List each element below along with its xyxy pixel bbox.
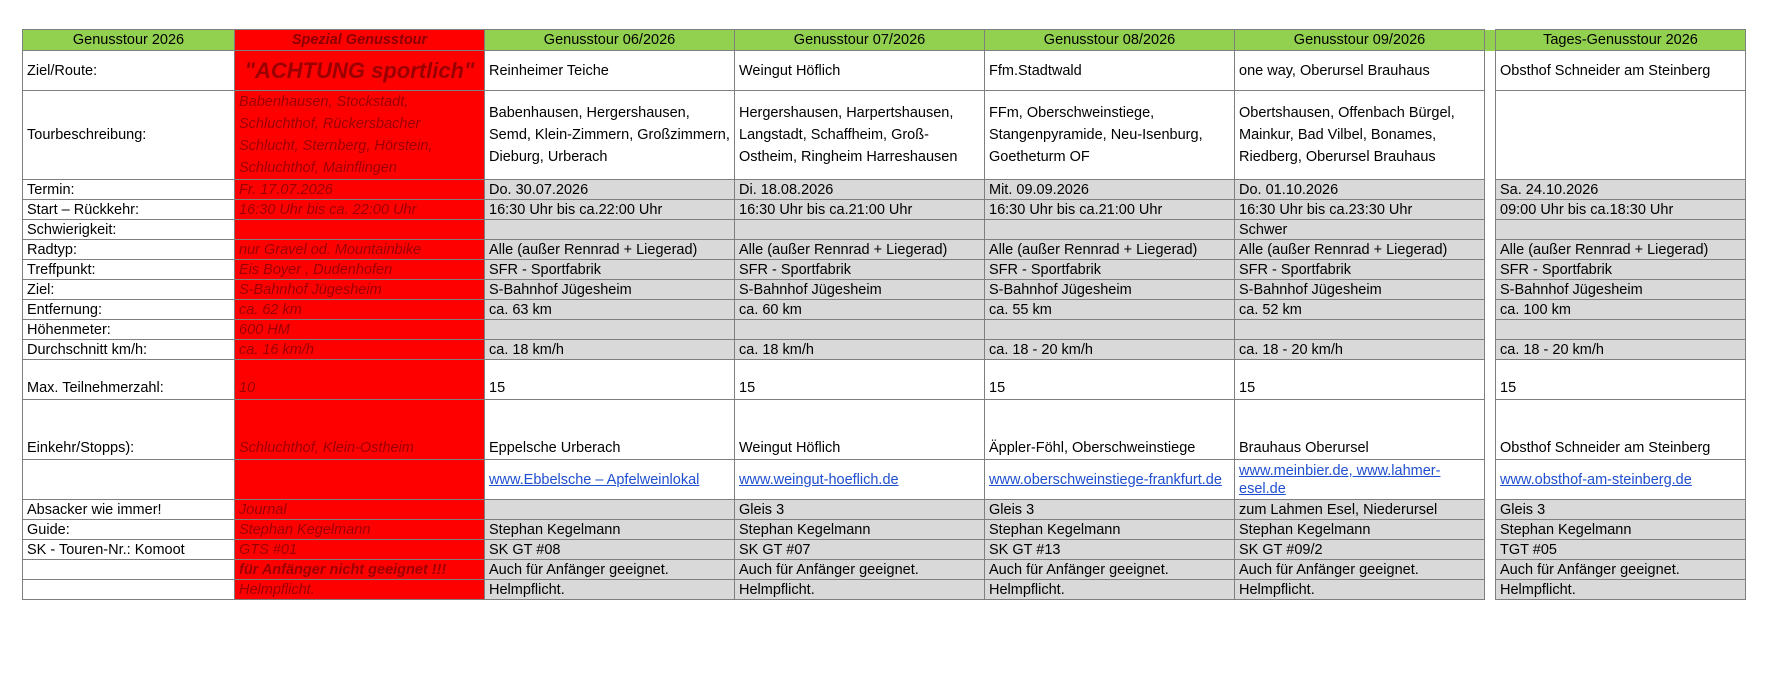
tour-cell[interactable]: Gleis 3 <box>735 500 985 520</box>
tour-cell[interactable] <box>735 460 985 500</box>
tour-cell[interactable]: 15 <box>1235 360 1485 400</box>
table-row <box>23 340 1746 360</box>
tour-cell[interactable]: Alle (außer Rennrad + Liegerad) <box>485 240 735 260</box>
tour-cell[interactable]: Auch für Anfänger geeignet. <box>1235 560 1485 580</box>
row-label[interactable]: Absacker wie immer! <box>23 500 235 520</box>
tour-cell[interactable]: Helmpflicht. <box>1496 580 1746 600</box>
special-tour-cell[interactable]: Stephan Kegelmann <box>235 520 485 540</box>
tour-cell[interactable]: Schwer <box>1235 220 1485 240</box>
tour-cell[interactable]: SK GT #09/2 <box>1235 540 1485 560</box>
row-label[interactable]: Entfernung: <box>23 300 235 320</box>
tour-cell[interactable]: Reinheimer Teiche <box>485 51 735 91</box>
tour-cell[interactable]: S-Bahnhof Jügesheim <box>735 280 985 300</box>
table-row <box>23 280 1746 300</box>
tour-cell[interactable]: zum Lahmen Esel, Niederursel <box>1235 500 1485 520</box>
tour-cell[interactable]: Alle (außer Rennrad + Liegerad) <box>985 240 1235 260</box>
row-label[interactable]: Max. Teilnehmerzahl: <box>23 360 235 400</box>
column-gap <box>1485 340 1496 360</box>
column-gap <box>1485 240 1496 260</box>
tour-cell[interactable]: SFR - Sportfabrik <box>1496 260 1746 280</box>
column-gap <box>1485 520 1496 540</box>
website-link[interactable]: www.weingut-hoeflich.de <box>739 471 899 488</box>
column-gap <box>1485 540 1496 560</box>
column-gap <box>1485 300 1496 320</box>
website-link[interactable]: www.Ebbelsche – Apfelweinlokal <box>489 471 700 488</box>
tour-cell[interactable] <box>985 320 1235 340</box>
tour-cell[interactable] <box>1496 220 1746 240</box>
row-label[interactable]: Treffpunkt: <box>23 260 235 280</box>
column-gap <box>1485 580 1496 600</box>
table-row <box>23 51 1746 91</box>
special-tour-cell[interactable]: nur Gravel od. Mountainbike <box>235 240 485 260</box>
table-body <box>23 51 1746 600</box>
table-row <box>23 320 1746 340</box>
tour-cell[interactable]: Eppelsche Urberach <box>485 400 735 460</box>
table-row <box>23 91 1746 180</box>
tour-cell[interactable]: 15 <box>735 360 985 400</box>
row-label[interactable]: Tourbeschreibung: <box>23 91 235 180</box>
tour-cell[interactable]: 09:00 Uhr bis ca.18:30 Uhr <box>1496 200 1746 220</box>
tour-cell[interactable]: SFR - Sportfabrik <box>1235 260 1485 280</box>
table-row <box>23 360 1746 400</box>
row-label[interactable]: Durchschnitt km/h: <box>23 340 235 360</box>
tour-cell[interactable]: Auch für Anfänger geeignet. <box>985 560 1235 580</box>
tour-cell[interactable]: SFR - Sportfabrik <box>485 260 735 280</box>
website-link[interactable]: www.meinbier.de, www.lahmer-esel.de <box>1239 462 1441 497</box>
column-gap <box>1485 360 1496 400</box>
row-label[interactable]: Ziel/Route: <box>23 51 235 91</box>
tour-cell[interactable]: Gleis 3 <box>1496 500 1746 520</box>
header-cell[interactable]: Tages-Genusstour 2026 <box>1496 30 1746 51</box>
special-tour-cell[interactable]: S-Bahnhof Jügesheim <box>235 280 485 300</box>
tour-cell[interactable]: S-Bahnhof Jügesheim <box>1235 280 1485 300</box>
tour-cell[interactable]: ca. 18 - 20 km/h <box>985 340 1235 360</box>
tour-cell[interactable]: Hergershausen, Harpertshausen, Langstadt, Schaffheim, Groß-Ostheim, Ringheim Harreshausen <box>735 91 985 180</box>
header-cell-special[interactable]: Spezial Genusstour <box>235 30 485 51</box>
special-tour-cell[interactable]: Helmpflicht. <box>235 580 485 600</box>
column-gap <box>1485 500 1496 520</box>
tour-schedule-table <box>22 29 1746 600</box>
warning-cell[interactable]: "ACHTUNG sportlich" <box>235 51 485 91</box>
tour-cell[interactable]: ca. 52 km <box>1235 300 1485 320</box>
table-row <box>23 260 1746 280</box>
special-tour-cell[interactable]: ca. 16 km/h <box>235 340 485 360</box>
column-gap <box>1485 51 1496 91</box>
tour-cell[interactable]: Auch für Anfänger geeignet. <box>485 560 735 580</box>
table-row <box>23 560 1746 580</box>
tour-cell[interactable] <box>1235 460 1485 500</box>
header-row <box>23 30 1746 51</box>
tour-cell[interactable]: Stephan Kegelmann <box>985 520 1235 540</box>
tour-cell[interactable]: 15 <box>1496 360 1746 400</box>
row-label[interactable]: SK - Touren-Nr.: Komoot <box>23 540 235 560</box>
tour-cell[interactable]: SFR - Sportfabrik <box>735 260 985 280</box>
special-tour-cell[interactable]: 16:30 Uhr bis ca. 22:00 Uhr <box>235 200 485 220</box>
tour-cell[interactable]: ca. 100 km <box>1496 300 1746 320</box>
row-label[interactable]: Guide: <box>23 520 235 540</box>
header-cell[interactable]: Genusstour 08/2026 <box>985 30 1235 51</box>
tour-cell[interactable]: ca. 18 km/h <box>735 340 985 360</box>
tour-cell[interactable]: ca. 18 - 20 km/h <box>1235 340 1485 360</box>
special-tour-cell[interactable]: Schluchthof, Klein-Ostheim <box>235 400 485 460</box>
tour-cell[interactable]: Obertshausen, Offenbach Bürgel, Mainkur, Bad Vilbel, Bonames, Riedberg, Oberursel Brauhaus <box>1235 91 1485 180</box>
tour-cell[interactable]: Äppler-Föhl, Oberschweinstiege <box>985 400 1235 460</box>
tour-cell[interactable]: ca. 18 km/h <box>485 340 735 360</box>
tour-cell[interactable]: 16:30 Uhr bis ca.23:30 Uhr <box>1235 200 1485 220</box>
tour-cell[interactable]: Alle (außer Rennrad + Liegerad) <box>1235 240 1485 260</box>
tour-cell[interactable]: SK GT #08 <box>485 540 735 560</box>
table-row <box>23 180 1746 200</box>
tour-cell[interactable]: ca. 18 - 20 km/h <box>1496 340 1746 360</box>
special-tour-cell[interactable]: GTS #01 <box>235 540 485 560</box>
special-tour-cell[interactable]: 600 HM <box>235 320 485 340</box>
tour-cell[interactable]: Mit. 09.09.2026 <box>985 180 1235 200</box>
tour-cell[interactable]: Weingut Höflich <box>735 400 985 460</box>
header-cell[interactable]: Genusstour 2026 <box>23 30 235 51</box>
column-gap <box>1485 400 1496 460</box>
tour-cell[interactable]: Obsthof Schneider am Steinberg <box>1496 51 1746 91</box>
tour-cell[interactable]: SK GT #07 <box>735 540 985 560</box>
tour-cell[interactable]: Sa. 24.10.2026 <box>1496 180 1746 200</box>
row-label[interactable]: Termin: <box>23 180 235 200</box>
special-tour-cell[interactable] <box>235 220 485 240</box>
tour-cell[interactable]: Stephan Kegelmann <box>485 520 735 540</box>
tour-cell[interactable]: Auch für Anfänger geeignet. <box>735 560 985 580</box>
tour-cell[interactable]: 16:30 Uhr bis ca.22:00 Uhr <box>485 200 735 220</box>
table-row <box>23 580 1746 600</box>
special-tour-cell[interactable]: Fr. 17.07.2026 <box>235 180 485 200</box>
row-label[interactable]: Einkehr/Stopps): <box>23 400 235 460</box>
special-tour-cell[interactable]: 10 <box>235 360 485 400</box>
tour-cell[interactable]: Di. 18.08.2026 <box>735 180 985 200</box>
table-row <box>23 520 1746 540</box>
table-row <box>23 500 1746 520</box>
special-tour-cell[interactable]: Babenhausen, Stockstadt, Schluchthof, Rückersbacher Schlucht, Sternberg, Hörstein, Schluchthof, Mainflingen <box>235 91 485 180</box>
tour-cell[interactable]: Helmpflicht. <box>1235 580 1485 600</box>
special-tour-cell[interactable]: Journal <box>235 500 485 520</box>
tour-cell[interactable]: 16:30 Uhr bis ca.21:00 Uhr <box>985 200 1235 220</box>
tour-cell[interactable]: Stephan Kegelmann <box>1496 520 1746 540</box>
tour-cell[interactable]: Helmpflicht. <box>985 580 1235 600</box>
tour-cell[interactable] <box>1235 320 1485 340</box>
website-link[interactable]: www.oberschweinstiege-frankfurt.de <box>989 471 1222 488</box>
table-row <box>23 200 1746 220</box>
tour-cell[interactable]: S-Bahnhof Jügesheim <box>985 280 1235 300</box>
tour-cell[interactable]: S-Bahnhof Jügesheim <box>485 280 735 300</box>
tour-cell[interactable]: Babenhausen, Hergershausen, Semd, Klein-Zimmern, Großzimmern, Dieburg, Urberach <box>485 91 735 180</box>
table-row <box>23 300 1746 320</box>
tour-cell[interactable] <box>485 460 735 500</box>
tour-cell[interactable]: Gleis 3 <box>985 500 1235 520</box>
tour-schedule-sheet <box>22 29 1746 600</box>
tour-cell[interactable]: ca. 60 km <box>735 300 985 320</box>
special-tour-cell[interactable] <box>235 460 485 500</box>
tour-cell[interactable]: Alle (außer Rennrad + Liegerad) <box>1496 240 1746 260</box>
column-gap <box>1485 460 1496 500</box>
table-row <box>23 540 1746 560</box>
tour-cell[interactable] <box>485 320 735 340</box>
column-gap <box>1485 220 1496 240</box>
column-gap <box>1485 200 1496 220</box>
special-tour-cell[interactable]: für Anfänger nicht geeignet !!! <box>235 560 485 580</box>
tour-cell[interactable]: S-Bahnhof Jügesheim <box>1496 280 1746 300</box>
tour-cell[interactable]: FFm, Oberschweinstiege, Stangenpyramide, Neu-Isenburg, Goetheturm OF <box>985 91 1235 180</box>
tour-cell[interactable] <box>485 220 735 240</box>
row-label[interactable] <box>23 580 235 600</box>
tour-cell[interactable]: 15 <box>985 360 1235 400</box>
row-label[interactable]: Höhenmeter: <box>23 320 235 340</box>
column-gap <box>1485 260 1496 280</box>
tour-cell[interactable] <box>985 220 1235 240</box>
tour-cell[interactable]: 15 <box>485 360 735 400</box>
tour-cell[interactable] <box>1496 91 1746 180</box>
tour-cell[interactable] <box>1496 460 1746 500</box>
tour-cell[interactable] <box>485 500 735 520</box>
tour-cell[interactable]: one way, Oberursel Brauhaus <box>1235 51 1485 91</box>
header-cell[interactable]: Genusstour 06/2026 <box>485 30 735 51</box>
tour-cell[interactable]: Helmpflicht. <box>485 580 735 600</box>
tour-cell[interactable]: Stephan Kegelmann <box>1235 520 1485 540</box>
tour-cell[interactable]: SK GT #13 <box>985 540 1235 560</box>
table-row <box>23 220 1746 240</box>
tour-cell[interactable]: Do. 30.07.2026 <box>485 180 735 200</box>
tour-cell[interactable]: Obsthof Schneider am Steinberg <box>1496 400 1746 460</box>
tour-cell[interactable]: Helmpflicht. <box>735 580 985 600</box>
tour-cell[interactable] <box>735 220 985 240</box>
tour-cell[interactable]: SFR - Sportfabrik <box>985 260 1235 280</box>
tour-cell[interactable]: Ffm.Stadtwald <box>985 51 1235 91</box>
row-label[interactable]: Schwierigkeit: <box>23 220 235 240</box>
tour-cell[interactable]: Do. 01.10.2026 <box>1235 180 1485 200</box>
table-row <box>23 400 1746 460</box>
row-label[interactable]: Start – Rückkehr: <box>23 200 235 220</box>
tour-cell[interactable]: 16:30 Uhr bis ca.21:00 Uhr <box>735 200 985 220</box>
tour-cell[interactable]: Brauhaus Oberursel <box>1235 400 1485 460</box>
tour-cell[interactable]: Alle (außer Rennrad + Liegerad) <box>735 240 985 260</box>
tour-cell[interactable]: Weingut Höflich <box>735 51 985 91</box>
column-gap <box>1485 320 1496 340</box>
table-row <box>23 460 1746 500</box>
header-cell[interactable]: Genusstour 09/2026 <box>1235 30 1485 51</box>
special-tour-cell[interactable]: Eis Boyer , Dudenhofen <box>235 260 485 280</box>
tour-cell[interactable] <box>735 320 985 340</box>
tour-cell[interactable]: ca. 63 km <box>485 300 735 320</box>
special-tour-cell[interactable]: ca. 62 km <box>235 300 485 320</box>
column-gap <box>1485 560 1496 580</box>
row-label[interactable] <box>23 460 235 500</box>
row-label[interactable]: Ziel: <box>23 280 235 300</box>
table-row <box>23 240 1746 260</box>
column-gap <box>1485 280 1496 300</box>
header-cell[interactable]: Genusstour 07/2026 <box>735 30 985 51</box>
row-label[interactable] <box>23 560 235 580</box>
column-gap <box>1485 30 1496 51</box>
row-label[interactable]: Radtyp: <box>23 240 235 260</box>
tour-cell[interactable]: Auch für Anfänger geeignet. <box>1496 560 1746 580</box>
tour-cell[interactable]: Stephan Kegelmann <box>735 520 985 540</box>
column-gap <box>1485 91 1496 180</box>
column-gap <box>1485 180 1496 200</box>
tour-cell[interactable] <box>1496 320 1746 340</box>
tour-cell[interactable]: ca. 55 km <box>985 300 1235 320</box>
tour-cell[interactable]: TGT #05 <box>1496 540 1746 560</box>
website-link[interactable]: www.obsthof-am-steinberg.de <box>1500 471 1692 488</box>
tour-cell[interactable] <box>985 460 1235 500</box>
